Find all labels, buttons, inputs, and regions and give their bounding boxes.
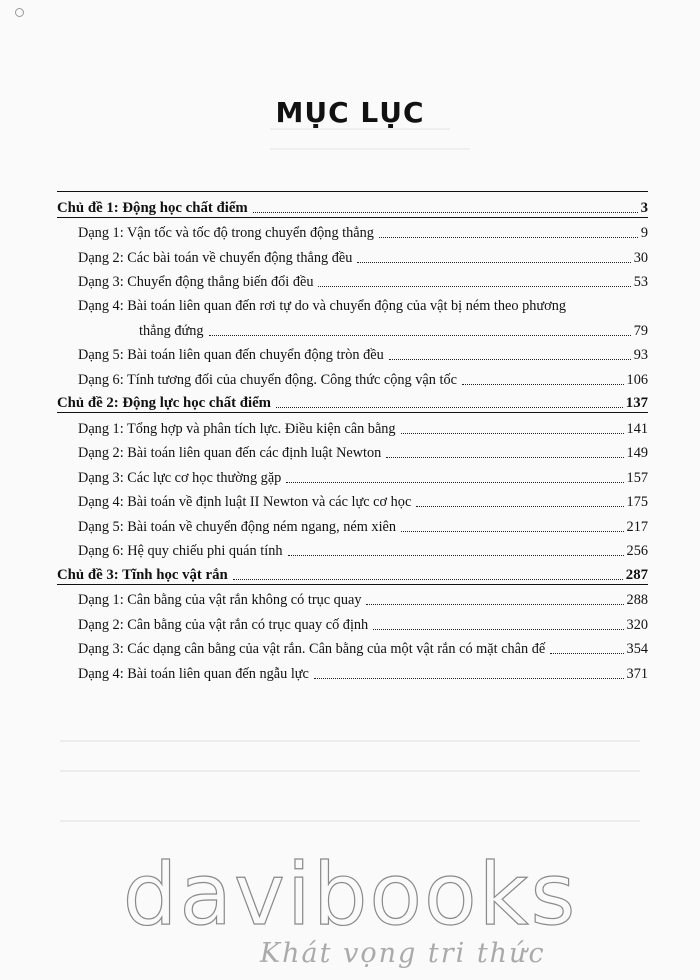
toc-page-number: 371 xyxy=(626,665,648,682)
toc-entry-row[interactable] xyxy=(57,536,648,561)
toc-entry-label: Dạng 2: Các bài toán về chuyển động thẳng đều xyxy=(78,249,353,266)
toc-entry-row[interactable] xyxy=(57,315,648,340)
toc-entry-row[interactable] xyxy=(57,291,648,315)
toc-page-number: 3 xyxy=(640,199,648,216)
bleed-through-line xyxy=(60,740,640,742)
toc-page-number: 354 xyxy=(626,641,648,657)
toc-page-number: 106 xyxy=(626,371,648,388)
toc-page-number: 93 xyxy=(633,347,648,363)
bleed-through-line xyxy=(60,770,640,772)
toc-entry-label: Dạng 1: Tổng hợp và phân tích lực. Điều kiện cân bằng xyxy=(78,420,396,437)
toc-entry-label: Dạng 4: Bài toán liên quan đến rơi tự do và chuyển động của vật bị ném theo phương xyxy=(78,298,567,314)
toc-page-number: 9 xyxy=(640,225,648,241)
toc-page-number: 287 xyxy=(625,566,648,583)
toc-entry-row[interactable] xyxy=(57,267,648,292)
toc-page-number: 320 xyxy=(626,616,648,633)
toc-page-number: 149 xyxy=(626,445,648,461)
toc-chapter-row[interactable] xyxy=(57,389,648,414)
toc-page-number: 217 xyxy=(626,518,648,535)
toc-page-number: 30 xyxy=(633,249,648,266)
dot-leader xyxy=(314,677,624,679)
toc-entry-label: Dạng 5: Bài toán liên quan đến chuyển động tròn đều xyxy=(78,347,384,363)
toc-entry-row[interactable] xyxy=(57,218,648,243)
toc-entry-label: thẳng đứng xyxy=(139,322,204,339)
toc-entry-label: Chủ đề 2: Động lực học chất điểm xyxy=(57,395,271,411)
page-title: MỤC LỤC xyxy=(275,96,425,129)
dot-leader xyxy=(286,481,623,483)
dot-leader xyxy=(373,628,623,630)
table-of-contents xyxy=(57,193,648,683)
toc-entry-label: Chủ đề 1: Động học chất điểm xyxy=(57,199,248,216)
dot-leader xyxy=(462,383,624,385)
toc-entry-label: Dạng 2: Cân bằng của vật rắn có trục quay cố định xyxy=(78,616,369,633)
dot-leader xyxy=(401,432,624,434)
dot-leader xyxy=(401,530,624,532)
toc-entry-label: Dạng 2: Bài toán liên quan đến các định luật Newton xyxy=(78,445,382,461)
toc-entry-row[interactable] xyxy=(57,634,648,659)
toc-entry-label: Dạng 6: Hệ quy chiếu phi quán tính xyxy=(78,543,283,559)
toc-entry-row[interactable] xyxy=(57,658,648,683)
bleed-through-line xyxy=(270,148,470,160)
toc-entry-label: Dạng 3: Chuyển động thẳng biến đổi đều xyxy=(78,274,314,290)
toc-entry-label: Dạng 4: Bài toán về định luật II Newton và các lực cơ học xyxy=(78,494,412,510)
toc-page-number: 157 xyxy=(626,469,648,486)
toc-page-number: 141 xyxy=(626,420,648,437)
toc-page-number: 137 xyxy=(625,395,648,411)
toc-entry-row[interactable] xyxy=(57,487,648,512)
dot-leader xyxy=(253,211,638,213)
dot-leader xyxy=(233,578,623,580)
toc-entry-label: Chủ đề 3: Tĩnh học vật rắn xyxy=(57,566,228,583)
toc-entry-row[interactable] xyxy=(57,462,648,487)
dot-leader xyxy=(357,261,630,263)
bleed-through-line xyxy=(270,128,450,140)
dot-leader xyxy=(550,652,623,654)
toc-page-number: 79 xyxy=(633,322,648,339)
dot-leader xyxy=(416,505,623,507)
toc-chapter-row[interactable] xyxy=(57,560,648,585)
toc-entry-row[interactable] xyxy=(57,413,648,438)
dot-leader xyxy=(386,456,623,458)
toc-top-rule xyxy=(57,191,648,192)
toc-entry-label: Dạng 4: Bài toán liên quan đến ngẫu lực xyxy=(78,665,309,682)
toc-page-number: 288 xyxy=(626,592,648,608)
watermark-slogan: Khát vọng tri thức xyxy=(260,938,546,969)
toc-page-number: 256 xyxy=(626,543,648,559)
toc-entry-label: Dạng 3: Các dạng cân bằng của vật rắn. Cân bằng của một vật rắn có mặt chân đế xyxy=(78,641,546,657)
watermark-brand: davibooks xyxy=(122,845,578,945)
toc-entry-row[interactable] xyxy=(57,340,648,365)
bleed-through-line xyxy=(60,820,640,822)
dot-leader xyxy=(366,603,623,605)
dot-leader xyxy=(379,236,638,238)
toc-entry-row[interactable] xyxy=(57,438,648,463)
toc-entry-label: Dạng 5: Bài toán về chuyển động ném ngang, ném xiên xyxy=(78,518,397,535)
toc-entry-row[interactable] xyxy=(57,364,648,389)
toc-entry-label: Dạng 1: Vận tốc và tốc độ trong chuyển động thẳng xyxy=(78,225,374,241)
dot-leader xyxy=(276,406,623,408)
toc-entry-row[interactable] xyxy=(57,242,648,267)
toc-page-number: 53 xyxy=(633,274,648,290)
dot-leader xyxy=(318,285,630,287)
toc-chapter-row[interactable] xyxy=(57,193,648,218)
toc-entry-row[interactable] xyxy=(57,609,648,634)
toc-entry-label: Dạng 3: Các lực cơ học thường gặp xyxy=(78,469,282,486)
dot-leader xyxy=(209,334,631,336)
toc-entry-label: Dạng 6: Tính tương đối của chuyển động. Công thức cộng vận tốc xyxy=(78,371,457,388)
toc-page-number: 175 xyxy=(626,494,648,510)
toc-entry-row[interactable] xyxy=(57,511,648,536)
toc-entry-label: Dạng 1: Cân bằng của vật rắn không có trục quay xyxy=(78,592,362,608)
toc-entry-row[interactable] xyxy=(57,585,648,610)
dot-leader xyxy=(288,554,624,556)
page-corner-mark xyxy=(15,8,24,17)
dot-leader xyxy=(389,358,631,360)
